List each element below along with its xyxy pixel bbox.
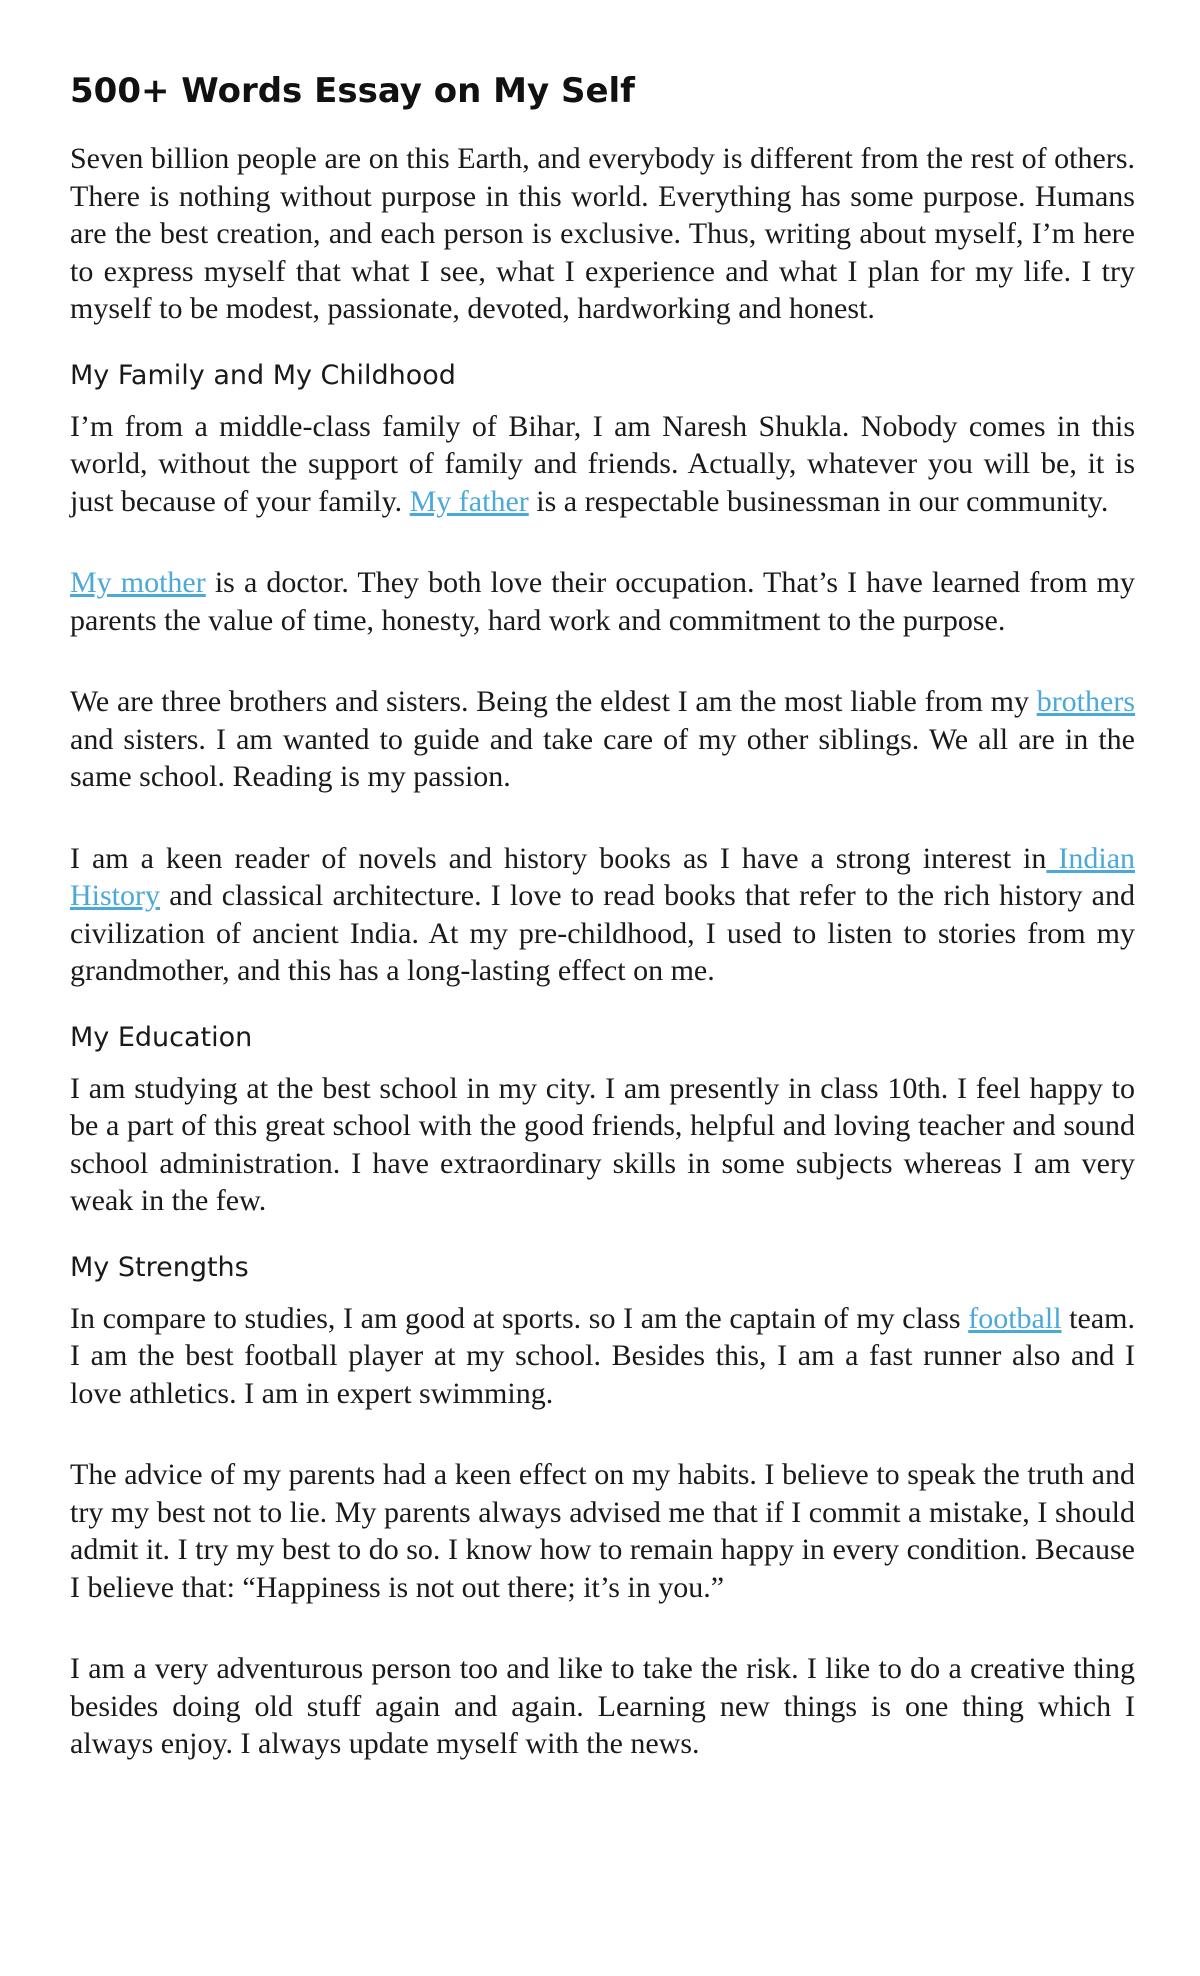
strengths-paragraph-1 [70, 1300, 1135, 1413]
page-title: 500+ Words Essay on My Self [70, 71, 635, 111]
strengths-p1-text-a: In compare to studies, I am good at sports. so I am the captain of my class [70, 1301, 969, 1335]
heading-strengths: My Strengths [70, 1251, 249, 1283]
essay-page [70, 68, 1135, 1807]
indian-history-link[interactable]: Indian History [70, 841, 1136, 912]
family-paragraph-1 [70, 408, 1135, 521]
strengths-paragraph-2: The advice of my parents had a keen effect on my habits. I believe to speak the truth and try my best not to lie. My parents always advised me that if I commit a mistake, I should admit it. I try my best to do so. I know how to remain happy in every condition. Because I believe that: “Happiness is not out there; it’s in you.” [70, 1458, 1135, 1604]
heading-family: My Family and My Childhood [70, 359, 456, 391]
family-p1-text-b: is a respectable businessman in our community. [528, 484, 1109, 518]
family-p3-text-a: We are three brothers and sisters. Being the eldest I am the most liable from my [70, 685, 1037, 718]
football-link[interactable]: football [968, 1301, 1062, 1335]
family-paragraph-2 [70, 564, 1135, 639]
family-p3-text-b: and sisters. I am wanted to guide and take care of my other siblings. We all are in the same school. Reading is my passion. [70, 722, 1135, 793]
education-paragraph-1: I am studying at the best school in my city. I am presently in class 10th. I feel happy to be a part of this great school with the good friends, helpful and loving teacher and sound school administration. I have extraordinary skills in some subjects whereas I am very weak in the few. [70, 1071, 1135, 1217]
family-p4-text-a: I am a keen reader of novels and history books as I have a strong interest in [70, 841, 1047, 875]
strengths-paragraph-3: I am a very adventurous person too and like to take the risk. I like to do a creative thing besides doing old stuff again and again. Learning new things is one thing which I always enjoy. I always update myself with the news. [70, 1652, 1135, 1760]
family-p1-text-a: I’m from a middle-class family of Bihar, I am Naresh Shukla. Nobody comes in this world, without the support of family and friends. Actually, whatever you will be, it is just because of your family. [70, 409, 1135, 518]
my-mother-link[interactable]: My mother [70, 566, 206, 599]
my-father-link[interactable]: My father [409, 484, 529, 518]
intro-paragraph: Seven billion people are on this Earth, and everybody is different from the rest of others. There is nothing without purpose in this world. Everything has some purpose. Humans are the best creation, and each person is exclusive. Thus, writing about myself, I’m here to express myself that what I see, what I experience and what I plan for my life. I try myself to be modest, passionate, devoted, hardworking and honest. [70, 142, 1135, 325]
brothers-link[interactable]: brothers [1036, 685, 1135, 718]
family-p4-text-b: and classical architecture. I love to read books that refer to the rich history and civilization of ancient India. At my pre-childhood, I used to listen to stories from my grandmother, and this has a long-lasting effect on me. [70, 879, 1135, 987]
family-paragraph-3 [70, 683, 1135, 796]
heading-education: My Education [70, 1021, 253, 1053]
family-p2-text-b: is a doctor. They both love their occupation. That’s I have learned from my parents the value of time, honesty, hard work and commitment to the purpose. [70, 566, 1135, 637]
family-paragraph-4 [70, 840, 1135, 990]
strengths-p1-text-b: team. I am the best football player at my school. Besides this, I am a fast runner also and I love athletics. I am in expert swimming. [70, 1301, 1135, 1410]
